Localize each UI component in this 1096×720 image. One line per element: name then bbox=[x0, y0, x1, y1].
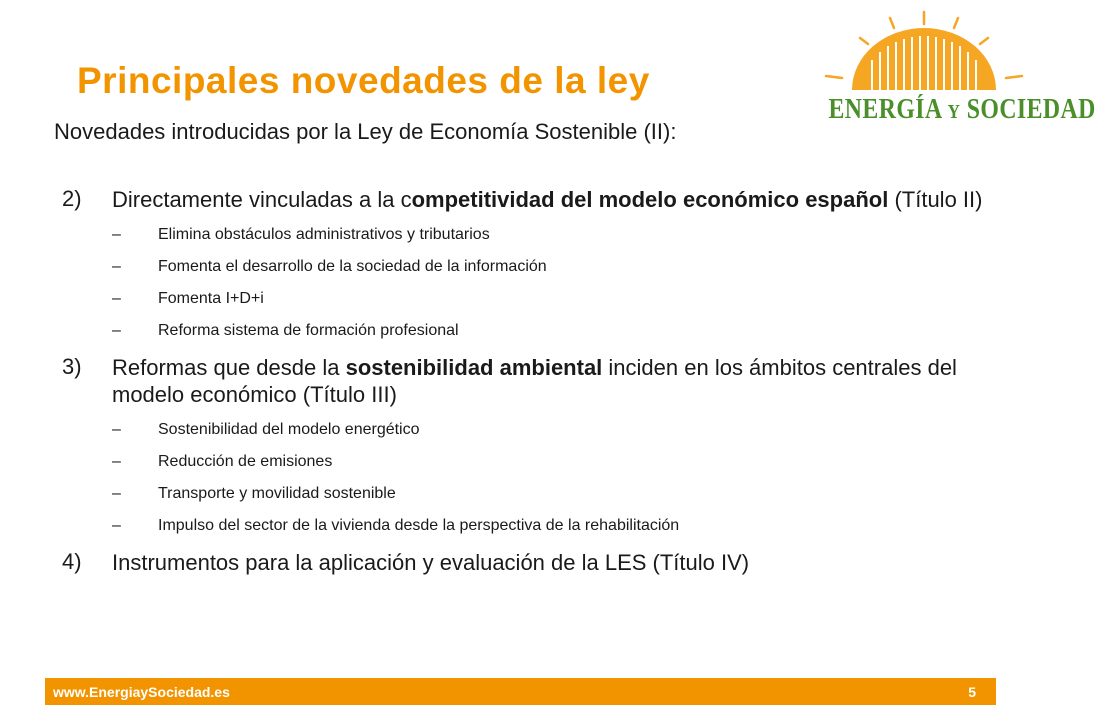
sub-item: – Transporte y movilidad sostenible bbox=[112, 485, 396, 502]
list-item-4 bbox=[62, 549, 1002, 576]
sub-item: – Reforma sistema de formación profesional bbox=[112, 322, 459, 339]
slide-title: Principales novedades de la ley bbox=[77, 60, 650, 101]
footer-bar bbox=[45, 678, 996, 705]
sub-item: – Fomenta I+D+i bbox=[112, 290, 264, 307]
item-text: Reformas que desde la sostenibilidad ambiental inciden en los ámbitos centrales del modelo económico (Título III) bbox=[112, 355, 957, 407]
item-number: 3) bbox=[62, 354, 82, 379]
item-text: Instrumentos para la aplicación y evaluación de la LES (Título IV) bbox=[112, 550, 750, 575]
sun-icon bbox=[812, 8, 1032, 98]
slide-subtitle: Novedades introducidas por la Ley de Economía Sostenible (II): bbox=[54, 119, 677, 144]
sub-item: – Fomenta el desarrollo de la sociedad de la información bbox=[112, 258, 547, 275]
sub-list bbox=[112, 225, 1002, 340]
sub-list bbox=[112, 420, 1002, 535]
sub-item: – Reducción de emisiones bbox=[112, 453, 333, 470]
item-text: Directamente vinculadas a la competitividad del modelo económico español (Título II) bbox=[112, 187, 983, 212]
item-number: 4) bbox=[62, 549, 82, 574]
list-item-3 bbox=[62, 354, 1002, 535]
content-list bbox=[62, 186, 1002, 590]
sub-item: – Impulso del sector de la vivienda desde la perspectiva de la rehabilitación bbox=[112, 517, 680, 534]
logo-text: ENERGÍA Y SOCIEDAD bbox=[828, 94, 1096, 125]
sub-item: – Elimina obstáculos administrativos y tributarios bbox=[112, 226, 490, 243]
sub-item: – Sostenibilidad del modelo energético bbox=[112, 421, 420, 438]
list-item-2 bbox=[62, 186, 1002, 340]
page-number: 5 bbox=[968, 684, 976, 700]
item-number: 2) bbox=[62, 186, 82, 211]
footer-url: www.EnergiaySociedad.es bbox=[53, 684, 230, 700]
energia-y-sociedad-logo bbox=[812, 8, 1096, 128]
